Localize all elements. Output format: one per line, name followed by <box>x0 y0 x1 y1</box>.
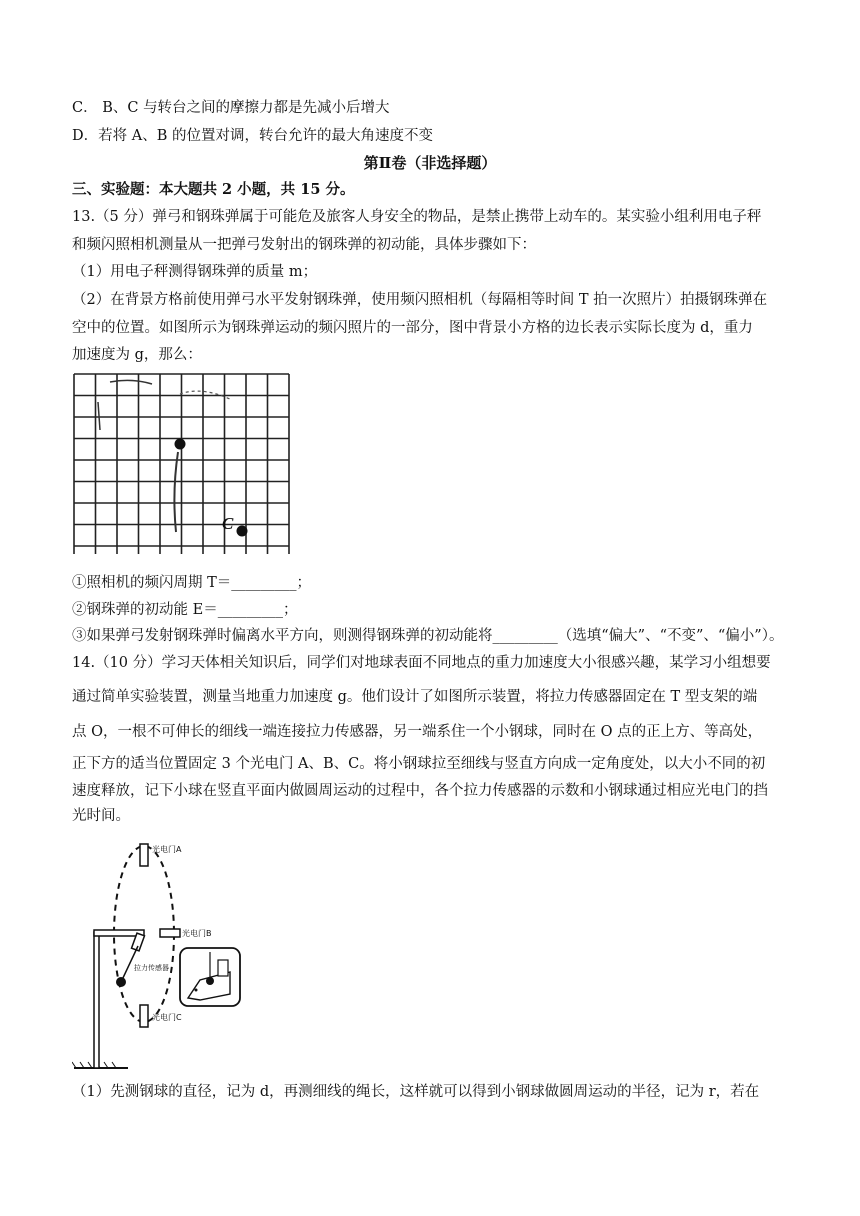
q13-blank-2: ②钢珠弹的初动能 E＝_________； <box>72 602 298 618</box>
q14-para-3: 点 O，一根不可伸长的细线一端连接拉力传感器，另一端系住一个小钢球，同时在 O 点的正上方、等高处， <box>72 724 763 740</box>
q13-step2-line3: 加速度为 g，那么： <box>72 347 202 363</box>
q14-question-1: （1）先测钢球的直径，记为 d，再测细线的绳长，这样就可以得到小钢球做圆周运动的半径，记为 r，若在 <box>72 1084 760 1100</box>
q14-para-6: 光时间。 <box>72 808 130 824</box>
sensor-inset-block <box>218 960 228 976</box>
q13-step2-line2: 空中的位置。如图所示为钢珠弹运动的频闪照片的一部分，图中背景小方格的边长表示实际长度为 d，重力 <box>72 320 753 336</box>
q14-para-5: 速度释放，记下小球在竖直平面内做圆周运动的过程中，各个拉力传感器的示数和小钢球通过相应光电门的挡 <box>72 783 768 799</box>
sensor-inset-dot <box>195 989 198 992</box>
apparatus-figure <box>72 830 252 1070</box>
photogate-a <box>140 844 148 866</box>
q13-blank-1: ①照相机的频闪周期 T＝_________； <box>72 575 312 591</box>
q13-step1: （1）用电子秤测得钢珠弹的质量 m； <box>72 264 318 280</box>
photogate-c-label: 光电门C <box>152 1013 182 1022</box>
q14-para-2: 通过简单实验装置，测量当地重力加速度 g。他们设计了如图所示装置，将拉力传感器固定在 T 型支架的端 <box>72 689 758 705</box>
support-pole <box>94 932 99 1068</box>
q13-intro-1: 13.（5 分）弹弓和钢珠弹属于可能危及旅客人身安全的物品，是禁止携带上动车的。某实验小组利用电子秤 <box>72 209 762 225</box>
photogate-b-label: 光电门B <box>182 929 212 938</box>
point-c-label: C <box>222 514 234 533</box>
steel-ball <box>116 977 126 987</box>
sensor-inset-ball <box>206 977 214 985</box>
steel-ball-position <box>175 439 186 450</box>
section-title: 第Ⅱ卷（非选择题） <box>363 154 497 172</box>
strobe-photo-grid-figure <box>72 372 290 556</box>
q14-para-1: 14.（10 分）学习天体相关知识后，同学们对地球表面不同地点的重力加速度大小很感兴趣，某学习小组想要 <box>72 655 771 671</box>
option-c: C． B、C 与转台之间的摩擦力都是先减小后增大 <box>72 100 390 116</box>
steel-ball-position-c <box>237 526 248 537</box>
photogate-b <box>160 929 180 937</box>
photogate-a-label: 光电门A <box>152 845 182 854</box>
option-d: D．若将 A、B 的位置对调，转台允许的最大角速度不变 <box>72 128 433 144</box>
q13-step2-line1: （2）在背景方格前使用弹弓水平发射钢珠弹，使用频闪照相机（每隔相等时间 T 拍一次照片）拍摄钢珠弹在 <box>72 292 768 308</box>
thread <box>122 946 138 980</box>
q13-blank-3: ③如果弹弓发射钢珠弹时偏离水平方向，则测得钢珠弹的初动能将_________（选填“偏大”、“不变”、“偏小”）。 <box>72 628 784 644</box>
q14-para-4: 正下方的适当位置固定 3 个光电门 A、B、C。将小钢球拉至细线与竖直方向成一定角度处，以大小不同的初 <box>72 756 766 772</box>
q13-intro-2: 和频闪照相机测量从一把弹弓发射出的钢珠弹的初动能，具体步骤如下： <box>72 237 536 253</box>
photogate-c <box>140 1005 148 1027</box>
part3-heading: 三、实验题：本大题共 2 小题，共 15 分。 <box>72 181 355 198</box>
force-sensor-label: 拉力传感器 <box>134 964 169 972</box>
